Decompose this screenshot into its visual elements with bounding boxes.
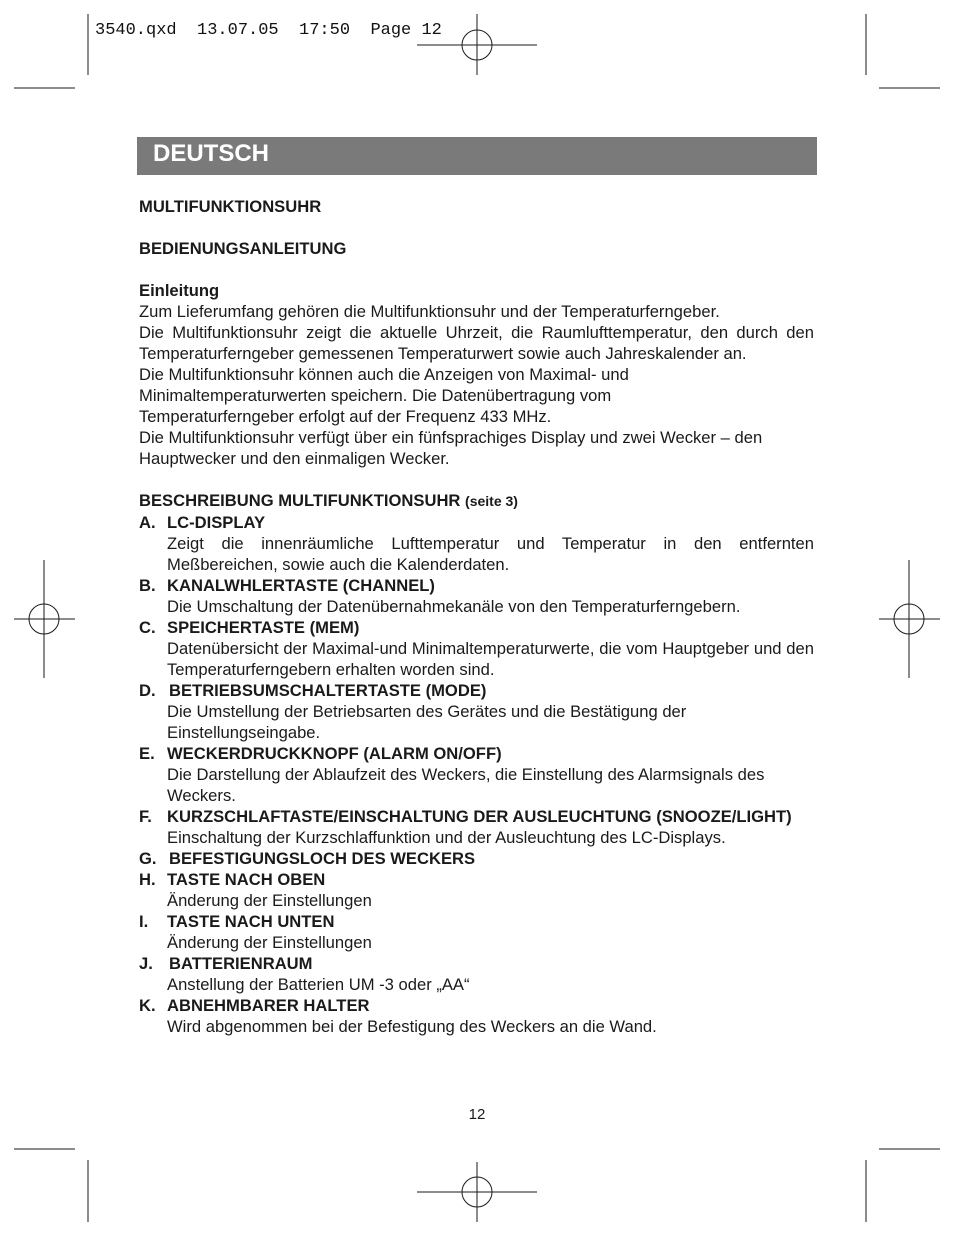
intro-line: Die Multifunktionsuhr können auch die Anzeigen von Maximal- und	[139, 365, 629, 384]
list-item: G. BEFESTIGUNGSLOCH DES WECKERS	[139, 849, 476, 868]
page-content	[139, 196, 814, 1037]
list-item: E. WECKERDRUCKKNOPF (ALARM ON/OFF) Die Darstellung der Ablaufzeit des Weckers, die Einstellung des Alarmsignals des Weckers.	[139, 744, 765, 805]
list-item: A. LC-DISPLAY Zeigt die innenräumliche Lufttemperatur und Temperatur in den entfernten Meßbereichen, sowie auch die Kalenderdaten.	[139, 513, 814, 574]
list-item: B. KANALWHLERTASTE (CHANNEL) Die Umschaltung der Datenübernahmekanäle von den Temperaturferngebern.	[139, 576, 741, 616]
intro-line: Die Multifunktionsuhr verfügt über ein fünfsprachiges Display und zwei Wecker – den Hauptwecker und den einmaligen Wecker.	[139, 428, 763, 468]
banner-title: DEUTSCH	[153, 140, 270, 167]
page-number: 12	[468, 1106, 486, 1123]
intro-title: Einleitung	[139, 281, 220, 300]
list-item: D. BETRIEBSUMSCHALTERTASTE (MODE) Die Umstellung der Betriebsarten des Gerätes und die Bestätigung der Einstellungseingabe.	[139, 681, 687, 742]
print-slug: 3540.qxd 13.07.05 17:50 Page 12	[95, 21, 442, 40]
intro-line: Zum Lieferumfang gehören die Multifunktionsuhr und der Temperaturferngeber.	[139, 302, 720, 321]
intro-line: Minimaltemperaturwerten speichern. Die Datenübertragung vom	[139, 386, 612, 405]
language-banner	[137, 137, 817, 175]
list-item: I. TASTE NACH UNTEN Änderung der Einstellungen	[139, 912, 372, 952]
heading-manual: BEDIENUNGSANLEITUNG	[139, 239, 347, 258]
list-item: J. BATTERIENRAUM Anstellung der Batterien UM -3 oder „AA“	[139, 954, 470, 994]
heading-product: MULTIFUNKTIONSUHR	[139, 197, 322, 216]
list-item: F. KURZSCHLAFTASTE/EINSCHALTUNG DER AUSLEUCHTUNG (SNOOZE/LIGHT) Einschaltung der Kurzschlaffunktion und der Ausleuchtung des LC-Displays.	[139, 807, 792, 847]
list-item: K. ABNEHMBARER HALTER Wird abgenommen bei der Befestigung des Weckers an die Wand.	[139, 996, 657, 1036]
list-item: C. SPEICHERTASTE (MEM) Datenübersicht der Maximal-und Minimaltemperaturwerte, die vom Hauptgeber und den Temperaturferngebern erhalten worden sind.	[139, 618, 814, 679]
description-title: BESCHREIBUNG MULTIFUNKTIONSUHR (seite 3)	[139, 491, 518, 510]
intro-line: Die Multifunktionsuhr zeigt die aktuelle Uhrzeit, die Raumlufttemperatur, den durch den Temperaturferngeber gemessenen Temperaturwert sowie auch Jahreskalender an.	[139, 323, 814, 363]
intro-line: Temperaturferngeber erfolgt auf der Frequenz 433 MHz.	[139, 407, 552, 426]
list-item: H. TASTE NACH OBEN Änderung der Einstellungen	[139, 870, 372, 910]
